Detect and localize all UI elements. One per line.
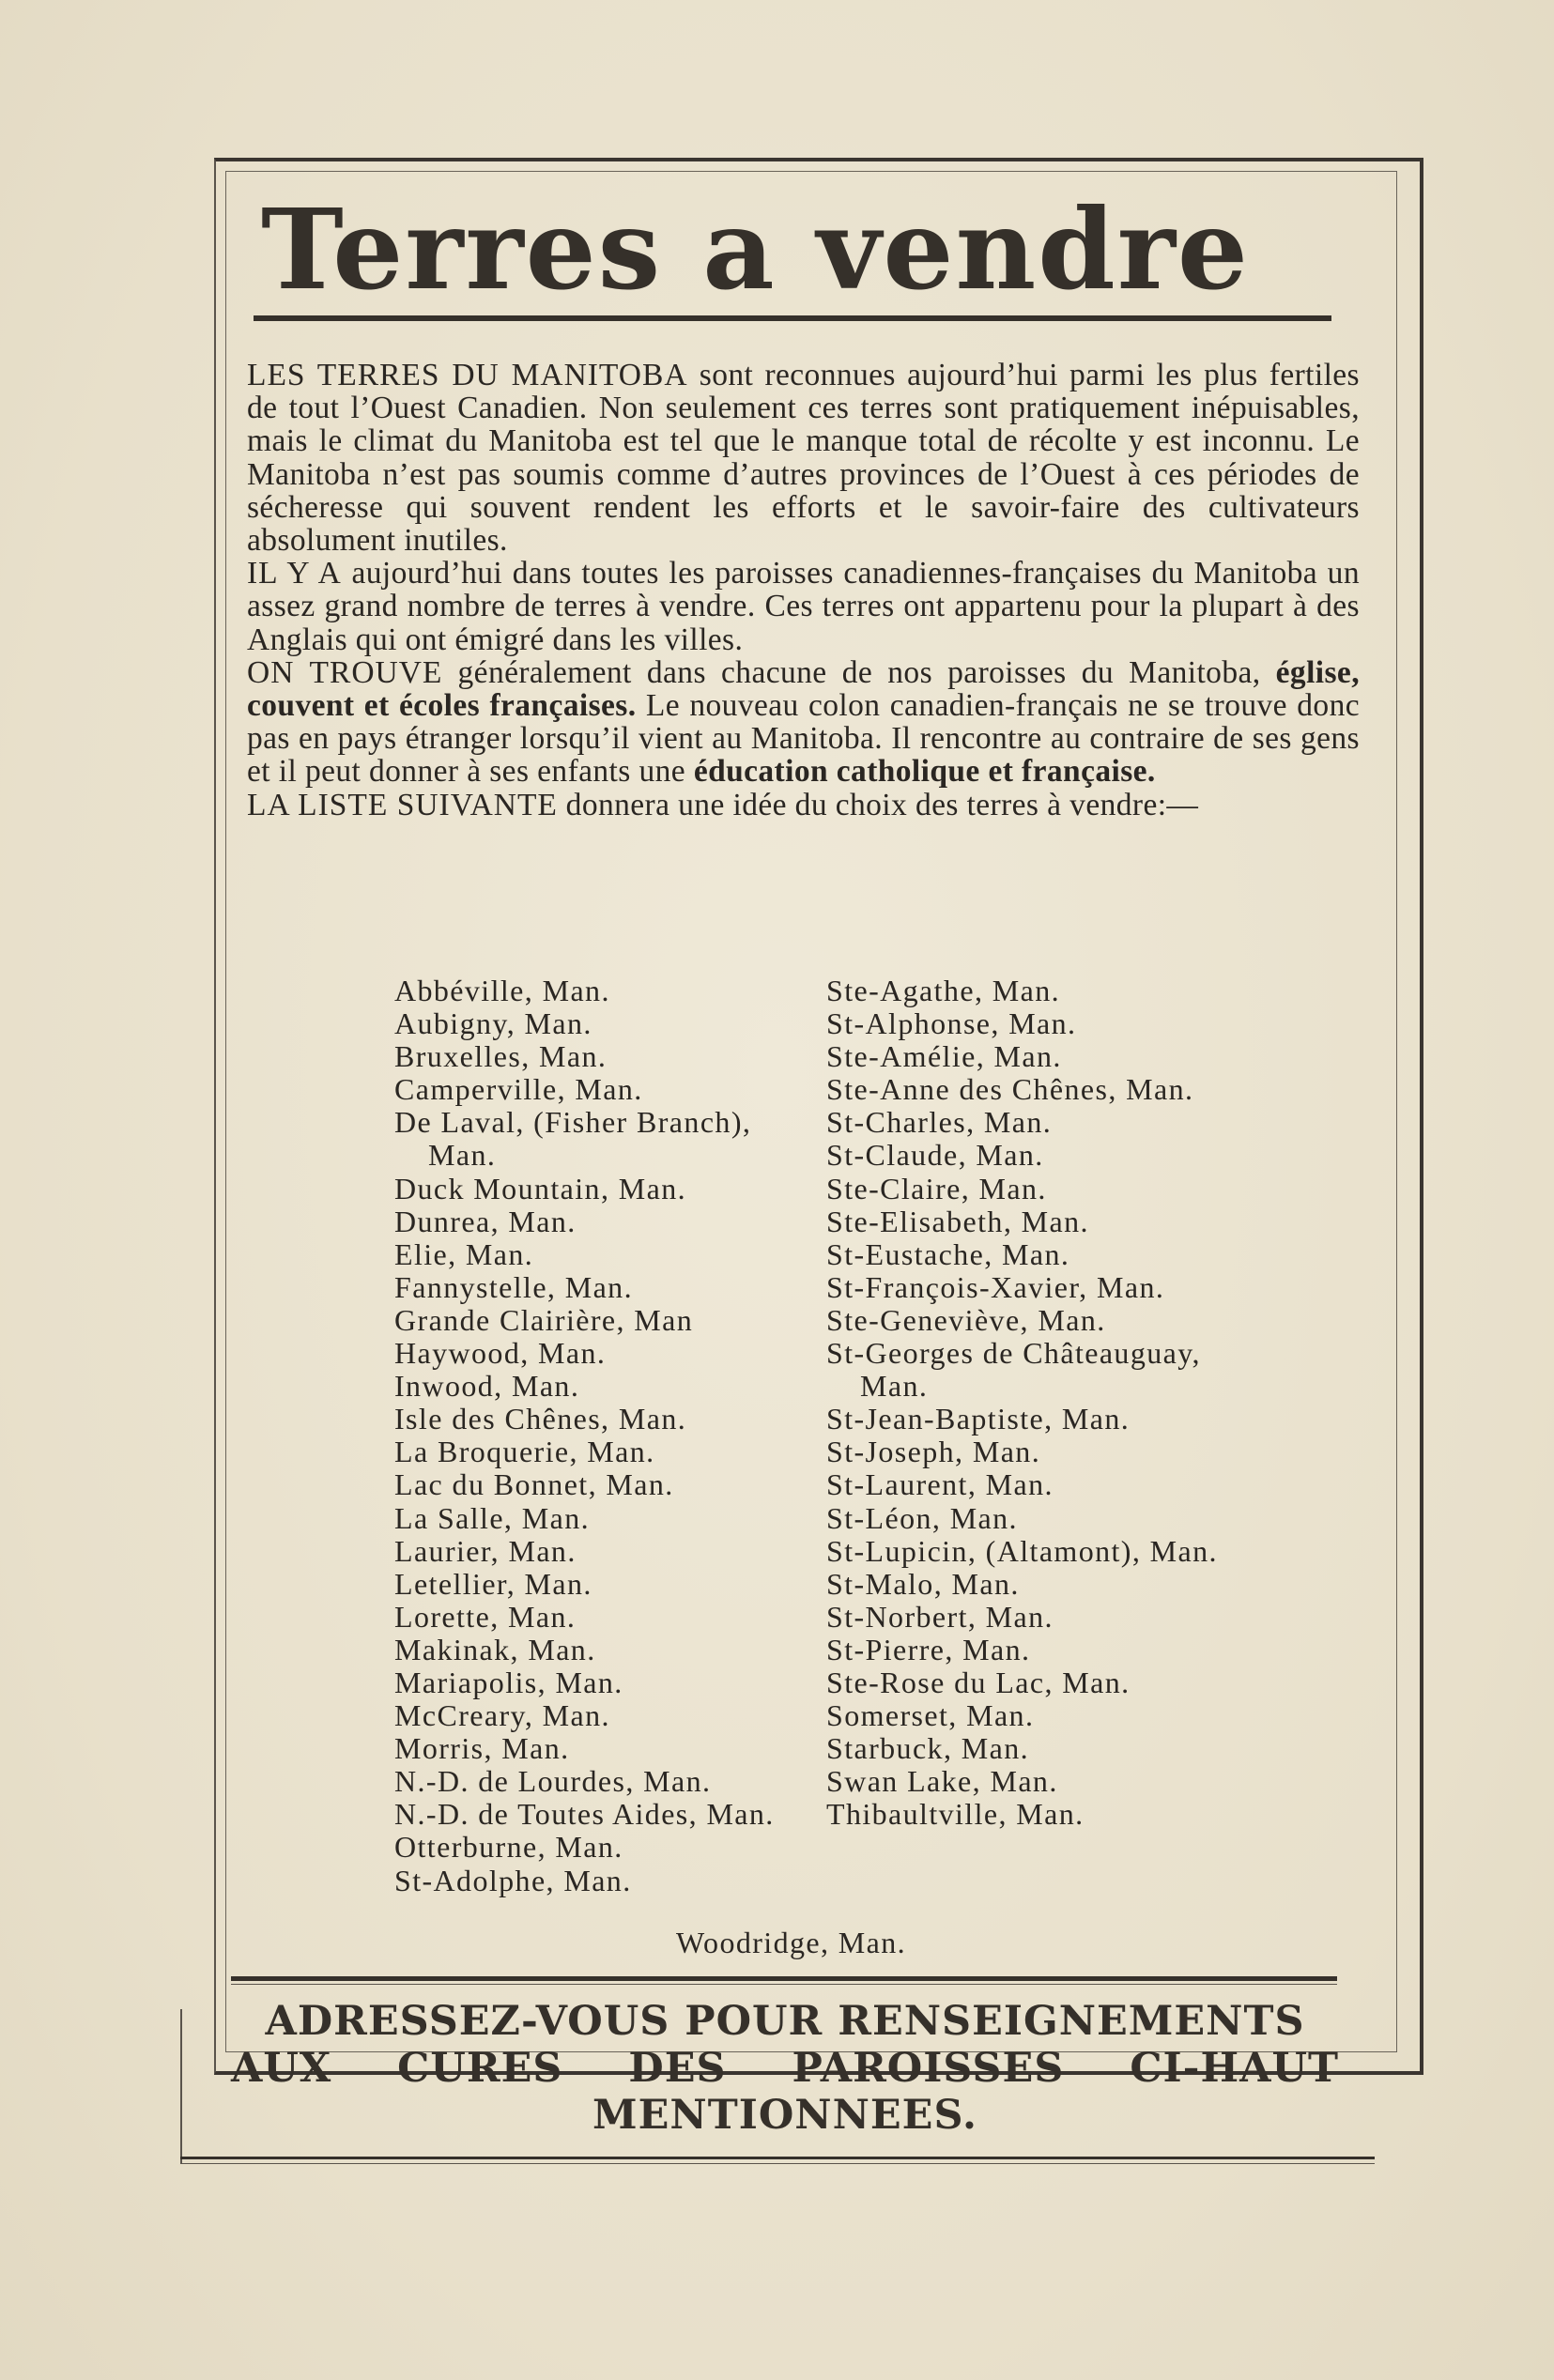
list-item: Isle des Chênes, Man. (394, 1402, 687, 1436)
paragraph-text: donnera une idée du choix des terres à vendre:— (557, 787, 1199, 822)
list-item: Somerset, Man. (826, 1698, 1035, 1733)
list-item: Abbéville, Man. (394, 974, 610, 1007)
list-item: La Broquerie, Man. (394, 1435, 655, 1469)
list-item: Ste-Amélie, Man. (826, 1039, 1062, 1074)
list-item: Ste-Agathe, Man. (826, 974, 1061, 1007)
list-item: Bruxelles, Man. (394, 1039, 608, 1074)
list-item: Swan Lake, Man. (826, 1764, 1058, 1799)
list-item: Mariapolis, Man. (394, 1665, 623, 1699)
list-item: Ste-Claire, Man. (826, 1171, 1047, 1205)
paragraph-on-trouve (247, 656, 1360, 789)
intro-text (247, 359, 1360, 821)
list-item: St-Léon, Man. (826, 1500, 1018, 1535)
parish-list-right (826, 975, 1221, 1831)
list-item: Otterburne, Man. (394, 1830, 623, 1865)
list-item: St-Charles, Man. (826, 1105, 1053, 1140)
paragraph-terres (247, 359, 1360, 557)
bold-phrase: église, couvent et écoles françaises. (247, 654, 1360, 724)
paragraph-liste (247, 789, 1360, 821)
parish-list-left (394, 975, 789, 1897)
list-item: St-Alphonse, Man. (826, 1006, 1077, 1041)
footer-rule (231, 1976, 1337, 1981)
list-item: McCreary, Man. (394, 1698, 610, 1733)
list-item: Starbuck, Man. (826, 1731, 1030, 1766)
list-item: St-Eustache, Man. (826, 1236, 1070, 1271)
list-item: Lac du Bonnet, Man. (394, 1467, 674, 1502)
left-frame-line (180, 2009, 182, 2164)
paragraph-il-y-a (247, 557, 1360, 656)
page-title: Terres a vendre (261, 184, 1250, 315)
list-item: Morris, Man. (394, 1731, 570, 1766)
lead-words: ON TROUVE (247, 654, 443, 690)
list-item: St-Jean-Baptiste, Man. (826, 1402, 1131, 1436)
list-item: St-Adolphe, Man. (394, 1863, 632, 1897)
footer-line: AUX CURES DES PAROISSES CI-HAUT (231, 2045, 1339, 2092)
list-item: N.-D. de Lourdes, Man. (394, 1764, 712, 1799)
list-item: Letellier, Man. (394, 1566, 592, 1601)
list-item: St-Malo, Man. (826, 1566, 1020, 1601)
lead-words: LES TERRES DU MANITOBA (247, 358, 688, 392)
list-item: St-Norbert, Man. (826, 1599, 1054, 1634)
bottom-border-rule (180, 2157, 1375, 2159)
list-item: Camperville, Man. (394, 1072, 643, 1107)
list-item: St-Laurent, Man. (826, 1467, 1054, 1502)
list-item: Aubigny, Man. (394, 1006, 592, 1041)
paragraph-text: sont reconnues aujourd’hui parmi les plus fertiles de tout l’Ouest Canadien. Non seulement ces terres sont pratiquement inépuisables, mais le climat du Manitoba est tel que le manque total de récolte y est inconnu. Le Manitoba n’est pas soumis comme d’autres provinces de l’Ouest à ces périodes de sécheresse qui souvent rendent les efforts et le savoir-faire des cultivateurs absolument inutiles. (247, 358, 1360, 559)
paragraph-text: généralement dans chacune de nos paroisses du Manitoba, (442, 654, 1276, 690)
list-item: St-Claude, Man. (826, 1138, 1044, 1173)
list-item: Ste-Elisabeth, Man. (826, 1204, 1089, 1238)
footer-notice (231, 1998, 1339, 2139)
list-item: Ste-Anne des Chênes, Man. (826, 1072, 1194, 1107)
bold-phrase: éducation catholique et française. (693, 754, 1156, 790)
footer-line: MENTIONNEES. (592, 2092, 977, 2139)
bottom-border-rule-thin (180, 2163, 1375, 2164)
list-item: St-Pierre, Man. (826, 1632, 1031, 1666)
lead-words: IL Y A (247, 556, 342, 591)
footer-line: ADRESSEZ-VOUS POUR RENSEIGNEMENTS (265, 1998, 1305, 2045)
list-item: Ste-Rose du Lac, Man. (826, 1665, 1131, 1699)
list-item: Fannystelle, Man. (394, 1269, 633, 1304)
list-item: Inwood, Man. (394, 1369, 580, 1404)
footer-rule-thin (231, 1984, 1337, 1985)
list-item: St-Joseph, Man. (826, 1435, 1041, 1469)
paragraph-text: Le nouveau colon canadien-français ne se trouve donc pas en pays étranger lorsqu’il vient au Manitoba. Il rencontre au contraire de ses gens et il peut donner à ses enfants une (247, 688, 1360, 790)
list-item: Duck Mountain, Man. (394, 1171, 687, 1205)
list-item: St-Lupicin, (Altamont), Man. (826, 1533, 1218, 1568)
list-item: Dunrea, Man. (394, 1204, 577, 1238)
list-item: St-François-Xavier, Man. (826, 1269, 1165, 1304)
list-item: Laurier, Man. (394, 1533, 577, 1568)
list-item-last: Woodridge, Man. (676, 1926, 907, 1959)
list-item: Thibaultville, Man. (826, 1797, 1085, 1832)
list-item: De Laval, (Fisher Branch), Man. (394, 1105, 752, 1173)
paragraph-text: aujourd’hui dans toutes les paroisses canadiennes-françaises du Manitoba un assez grand nombre de terres à vendre. Ces terres ont appartenu pour la plupart à des Anglais qui ont émigré dans les villes. (247, 556, 1360, 657)
lead-words: LA LISTE SUIVANTE (247, 787, 558, 822)
list-item: Elie, Man. (394, 1236, 534, 1271)
list-item: St-Georges de Châteauguay, Man. (826, 1336, 1201, 1404)
list-item: N.-D. de Toutes Aides, Man. (394, 1797, 775, 1832)
title-underline (254, 315, 1331, 321)
list-item: Lorette, Man. (394, 1599, 577, 1634)
list-item: Ste-Geneviève, Man. (826, 1302, 1106, 1337)
list-item: Grande Clairière, Man (394, 1302, 694, 1337)
list-item: La Salle, Man. (394, 1500, 590, 1535)
list-item: Makinak, Man. (394, 1632, 596, 1666)
list-item: Haywood, Man. (394, 1336, 607, 1371)
